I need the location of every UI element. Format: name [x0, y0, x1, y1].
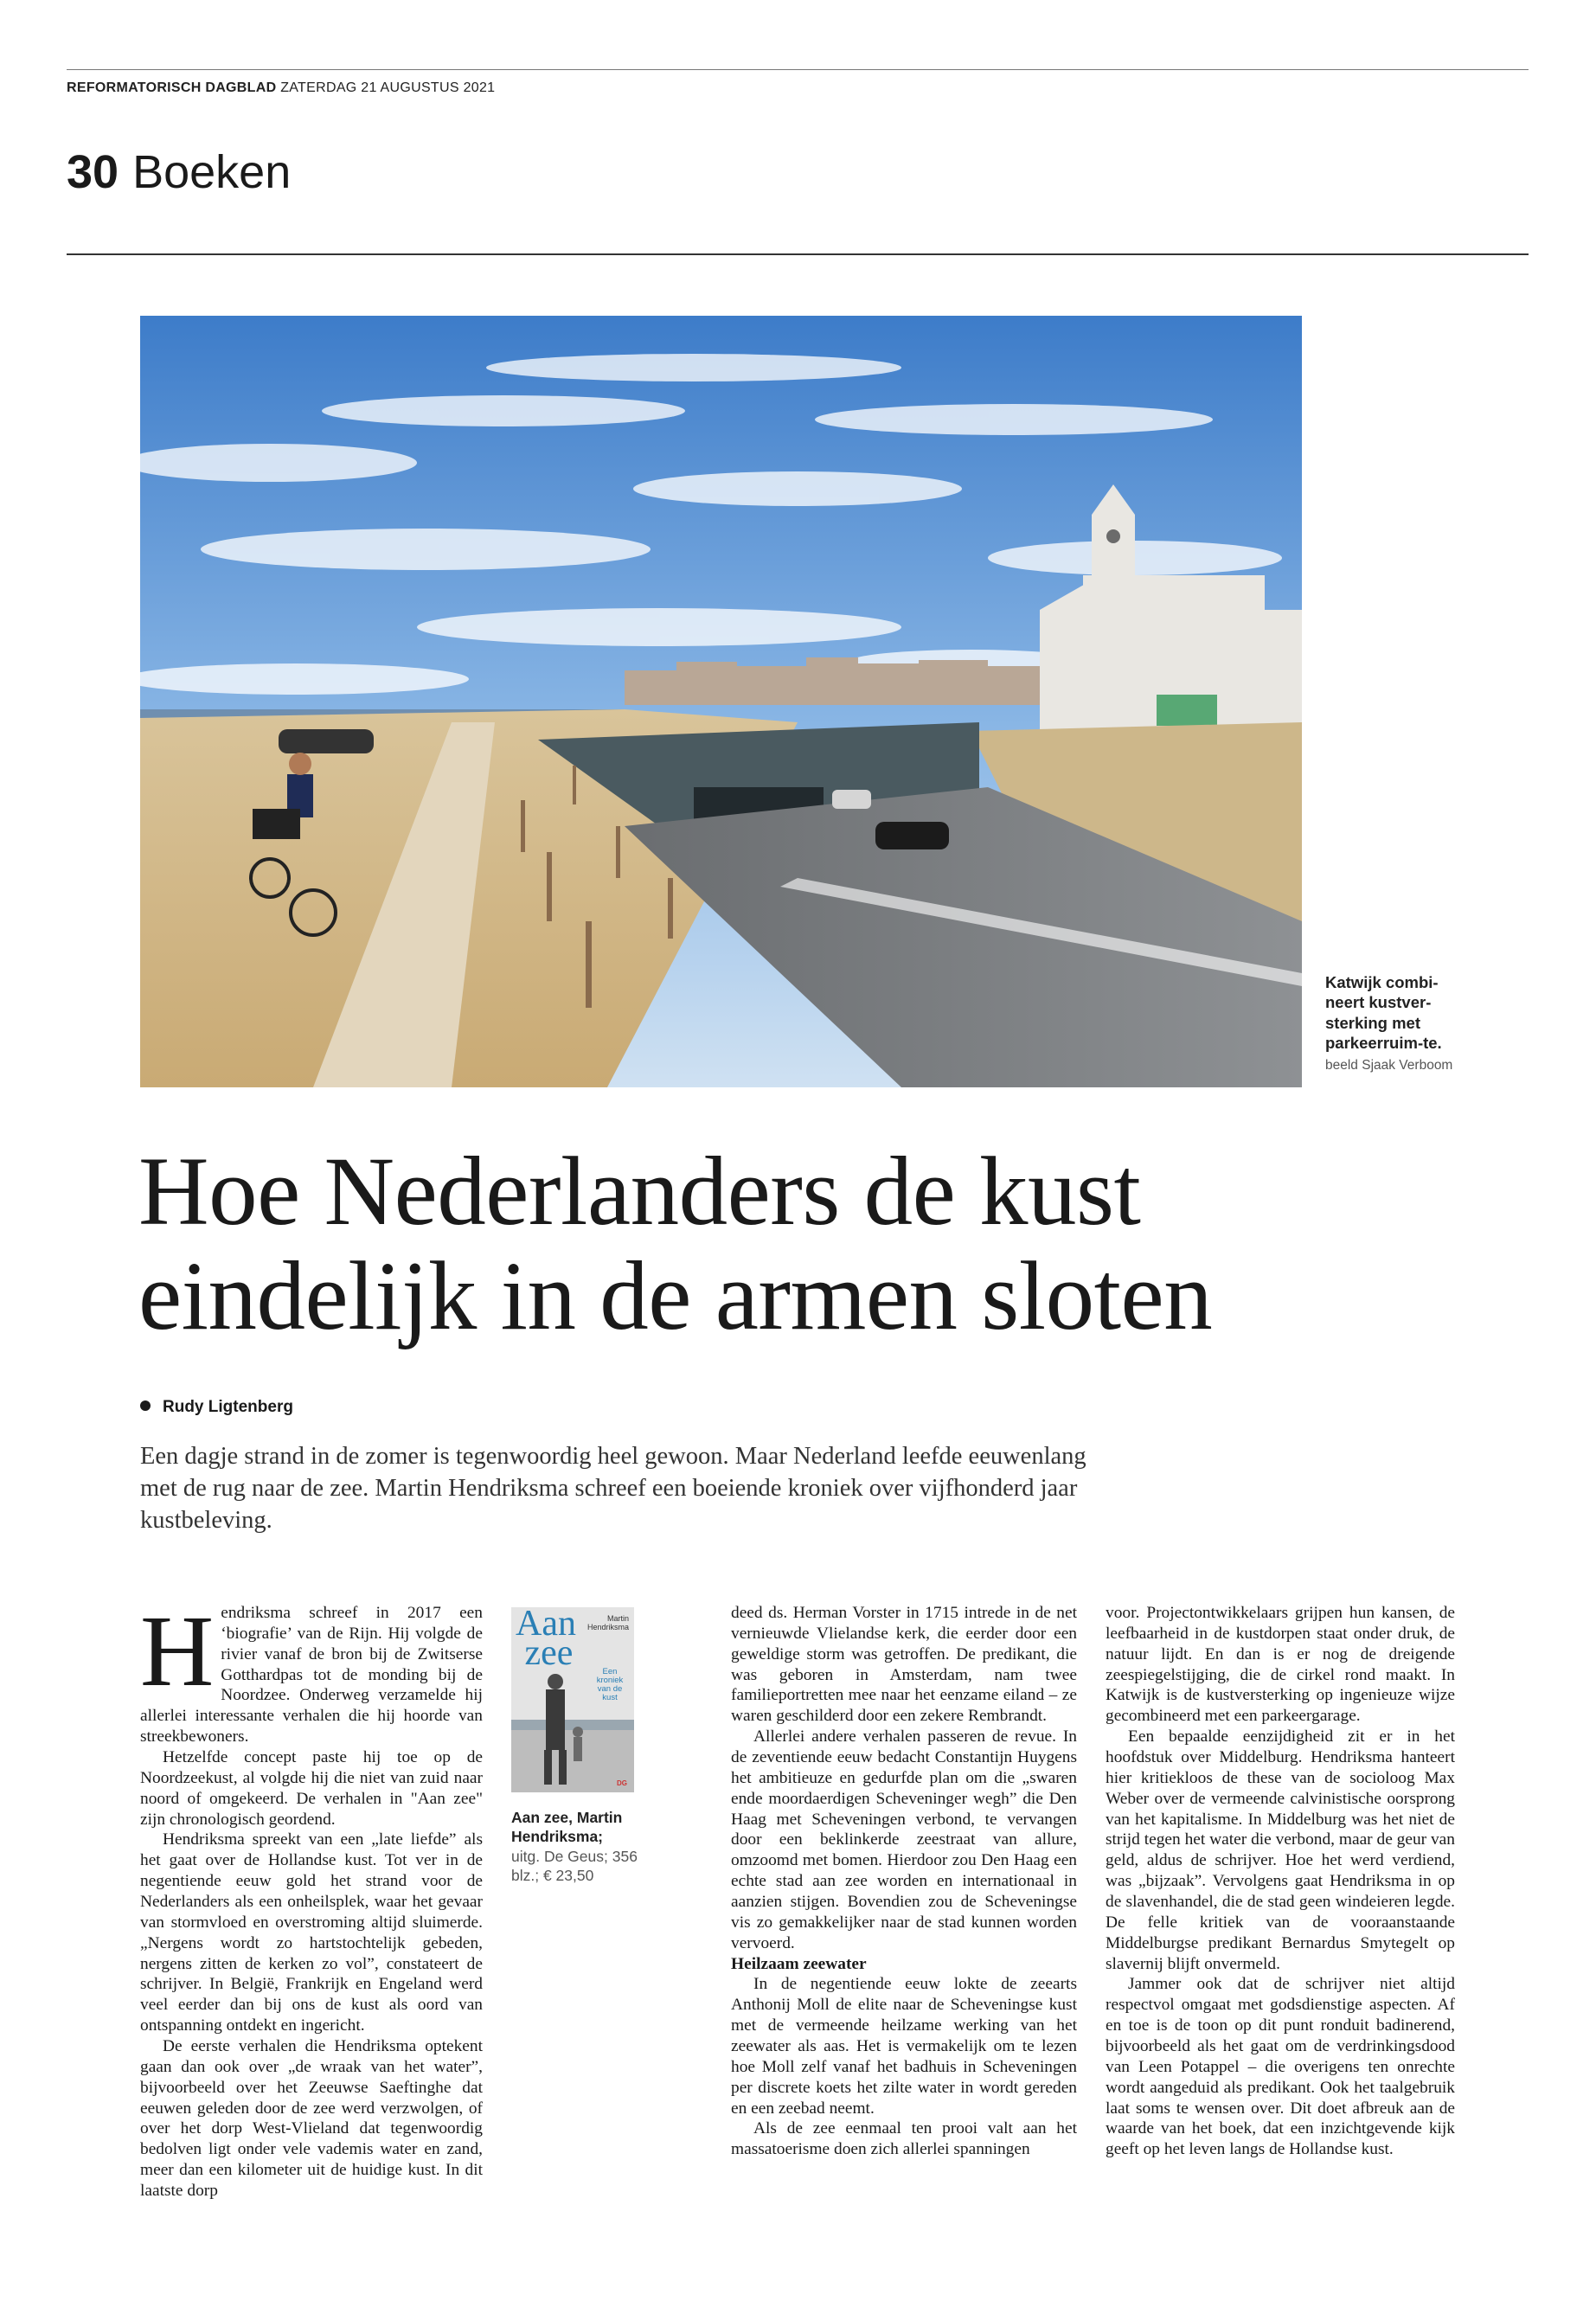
byline [140, 1398, 293, 1417]
subheading: Heilzaam zeewater [731, 1954, 867, 1973]
author-name: Rudy Ligtenberg [163, 1398, 293, 1416]
paragraph: voor. Projectontwikkelaars grijpen hun kansen, de leefbaarheid in de kustdorpen staat onder druk, de natuur lijdt. En dan is er nog de dreigende zeespiegelstijging, die de cirkel rond maakt. In Katwijk is de kustversterking op ingenieuze wijze gecombineerd met een parkeergarage. [1106, 1604, 1455, 1726]
book-info [511, 1808, 650, 1886]
caption-text: Katwijk combi-neert kustver-sterking met parkeerruim-te. [1325, 973, 1442, 1053]
book-title: Aan zee, Martin Hendriksma; [511, 1809, 623, 1846]
article-column-3 [1106, 1603, 1455, 2160]
article-column-2 [731, 1603, 1077, 2160]
paragraph: In de negentiende eeuw lokte de zeearts Anthonij Moll de elite naar de Scheveningse kust met de vermeende heilzame werking van het zeewater als aas. Het is vermakelijk om te lezen hoe Moll zelf vanaf het badhuis in Scheveningen per discrete koets het zilte water in wordt gereden en een zeebad neemt. [731, 1975, 1077, 2118]
lede: Een dagje strand in de zomer is tegenwoordig heel gewoon. Maar Nederland leefde eeuwenlang met de rug naar de zee. Martin Hendriksma schreef een boeiende kroniek over vijfhonderd jaar kustbeleving. [140, 1443, 1086, 1535]
bullet-icon [140, 1400, 151, 1411]
article-column-1 [140, 1594, 483, 2202]
paragraph: Hetzelfde concept paste hij toe op de Noordzeekust, al volgde hij die niet van zuid naar noord of omgekeerd. De verhalen in "Aan zee" zijn chronologisch geordend. [140, 1748, 483, 1829]
photo-caption [1325, 972, 1472, 1074]
header-rule [67, 253, 1529, 255]
paragraph: Hendriksma spreekt van een „late liefde” als het gaat over de Hollandse kust. Tot ver in de negentiende eeuw gold het strand voor de Nederlanders als een onheilsplek, waar het gevaar van stormvloed en overstroming altijd sluimerde. „Nergens wordt zo hartstochtelijk gebeden, nergens zitten de kerken zo vol”, constateert de schrijver. In België, Frankrijk en Engeland werd veel eerder dan bij ons de kust als oord van ontspanning ontdekt en ingericht. [140, 1830, 483, 2035]
photo-katwijk-coast [140, 316, 1302, 1087]
publisher-logo: DG [617, 1779, 627, 1787]
headline-line-1: Hoe Nederlanders de kust [138, 1138, 1141, 1246]
paragraph: Hendriksma schreef in 2017 een ‘biografie’ van de Rijn. Hij volgde de rivier vanaf de bron bij de Zwitserse Gotthardpas tot de monding bij de Noordzee. Onderweg verzamelde hij allerlei interessante verhalen die hij hoorde van streekbewoners. [140, 1594, 483, 1747]
headline [138, 1140, 1436, 1349]
paragraph: Als de zee eenmaal ten prooi valt aan het massatoerisme doen zich allerlei spanningen [731, 2119, 1077, 2159]
paragraph: Allerlei andere verhalen passeren de revue. In de zeventiende eeuw bedacht Constantijn Huygens het ambitieuze en gedurfde plan om die „swaren ende moordaerdigen Scheveninger wegh” die Den Haag met Scheveningen verbond, te vervangen door een beklinkerde zeestraat van allure, omzoomd met bomen. Hierdoor zou Den Haag een echte stad aan zee worden en internationaal in aanzien stijgen. Bovendien zou de Scheveningse vis zo gemakkelijker naar de stad kunnen worden vervoerd. [731, 1727, 1077, 1952]
book-cover [511, 1607, 634, 1792]
paragraph: De eerste verhalen die Hendriksma optekent gaan dan ook over „de wraak van het water”, bijvoorbeeld over het Zeeuwse Saeftinghe dat eeuwen geleden door de zee werd verzwolgen, of over het dorp West-Vlieland dat tegenwoordig bedolven ligt onder vele vademis water en zand, meer dan een kilometer uit de huidige kust. In dit laatste dorp [140, 2037, 483, 2201]
paragraph: deed ds. Herman Vorster in 1715 intrede in de net vernieuwde Vlielandse kerk, die eerder door een geweldige storm was getroffen. De predikant, die was geboren in Amsterdam, nam twee familieportretten mee naar het eenzame eiland – ze waren geschilderd door een zekere Rembrandt. [731, 1604, 1077, 1726]
drop-cap: H [140, 1594, 215, 1708]
page-number: 30 [67, 146, 119, 198]
cover-author: Martin Hendriksma [586, 1614, 629, 1631]
section-name: Boeken [132, 146, 292, 198]
paragraph: Jammer ook dat de schrijver niet altijd respectvol omgaat met godsdienstige aspecten. Af en toe is de toon op dit punt ronduit badinerend, bijvoorbeeld als het gaat om de verdrinkingsdood van Leen Potappel – die overigens ten onrechte wordt aangeduid als predikant. Ook het taalgebruik laat soms te wensen over. Dit doet afbreuk aan de waarde van het boek, dat een inzichtgevende kijk geeft op het leven langs de Hollandse kust. [1106, 1975, 1455, 2159]
masthead-paper: REFORMATORISCH DAGBLAD [67, 80, 277, 95]
book-details: uitg. De Geus; 356 blz.; € 23,50 [511, 1847, 638, 1885]
headline-line-2: eindelijk in de armen sloten [138, 1241, 1213, 1350]
section-header [67, 145, 291, 199]
paragraph: Een bepaalde eenzijdigheid zit er in het hoofdstuk over Middelburg. Hendriksma hanteert hier kritiekloos de these van de socioloog Max Weber over de vermeende calvinistische oorsprong van het kapitalisme. In Middelburg was het niet de strijd tegen het water die verbond, maar de geur van geld, aldus de schrijver. Hoe het werd verdiend, was „bijzaak”. Vervolgens gaat Hendriksma in op de slavenhandel, die de stad geen windeieren legde. De felle kritiek van de vooraanstaande Middelburgse predikant Bernardus Smytegelt op slavernij blijft onvermeld. [1106, 1727, 1455, 1973]
photo-credit: beeld Sjaak Verboom [1325, 1057, 1453, 1073]
cover-title: Aan zee [516, 1607, 576, 1674]
masthead-date: ZATERDAG 21 AUGUSTUS 2021 [280, 80, 496, 95]
masthead [67, 69, 1529, 96]
cover-subtitle: Een kroniek van de kust [596, 1667, 624, 1702]
